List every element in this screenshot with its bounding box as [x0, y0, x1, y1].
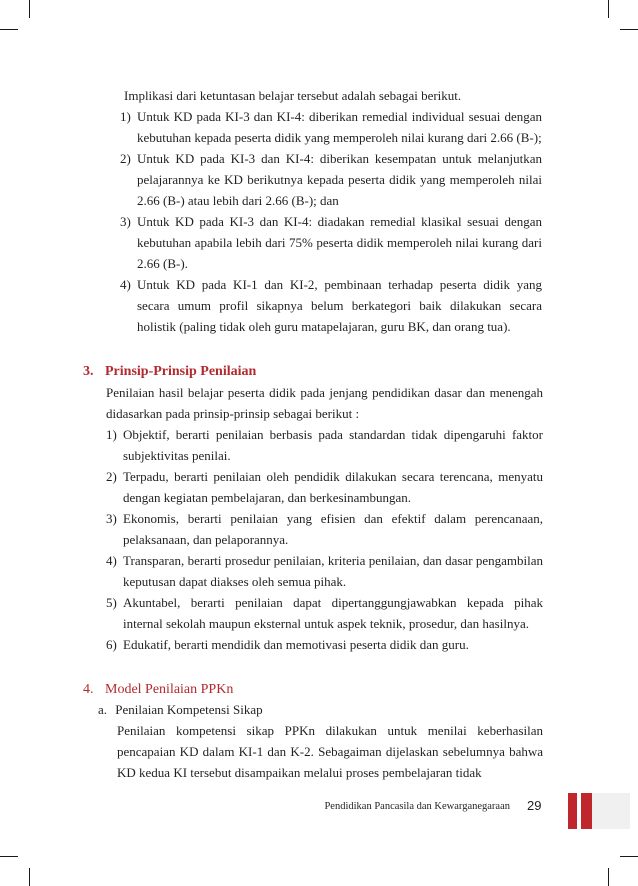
footer-accent-bar	[568, 793, 577, 829]
crop-mark	[29, 0, 30, 18]
page-number: 29	[527, 798, 542, 813]
list-item: 3) Ekonomis, berarti penilaian yang efisien dan efektif dalam perencanaan, pelaksanaan, dan pelaporannya.	[106, 511, 543, 547]
list-item: 3) Untuk KD pada KI-3 dan KI-4: diadakan remedial klasikal sesuai dengan kebutuhan apabila lebih dari 75% peserta didik memperoleh nilai kurang dari 2.66 (B-).	[120, 214, 542, 271]
section-number: 3.	[83, 364, 94, 379]
section-heading	[83, 361, 543, 382]
crop-mark	[620, 29, 638, 30]
section3-body	[106, 382, 543, 655]
footer-accent-bar	[581, 793, 592, 829]
subsection-body	[117, 720, 543, 783]
crop-mark	[0, 856, 18, 857]
footer-band	[592, 793, 630, 829]
implications-intro: Implikasi dari ketuntasan belajar tersebut adalah sebagai berikut.	[124, 88, 462, 103]
footer-book-title: Pendidikan Pancasila dan Kewarganegaraan	[324, 801, 510, 812]
section3-intro: Penilaian hasil belajar peserta didik pada jenjang pendidikan dasar dan menengah didasarkan pada prinsip-prinsip sebagai berikut :	[106, 385, 543, 421]
crop-mark	[29, 868, 30, 886]
crop-mark	[620, 856, 638, 857]
list-item: 1) Untuk KD pada KI-3 dan KI-4: diberikan remedial individual sesuai dengan kebutuhan kepada peserta didik yang memperoleh nilai kurang dari 2.66 (B-);	[120, 109, 542, 145]
list-item: 1) Objektif, berarti penilaian berbasis pada standardan tidak dipengaruhi faktor subjektivitas penilai.	[106, 427, 543, 463]
list-item: 2) Untuk KD pada KI-3 dan KI-4: diberikan kesempatan untuk melanjutkan pelajarannya ke KD berikutnya kepada peserta didik yang memperoleh nilai 2.66 (B-) atau lebih dari 2.66 (B-); dan	[120, 151, 542, 208]
list-item: 4) Untuk KD pada KI-1 dan KI-2, pembinaan terhadap peserta didik yang secara umum profil sikapnya belum berkategori baik dilakukan secara holistik (paling tidak oleh guru matapelajaran, guru BK, dan orang tua).	[120, 277, 542, 334]
list-item: 5) Akuntabel, berarti penilaian dapat dipertanggungjawabkan kepada pihak internal sekolah maupun eksternal untuk aspek teknik, prosedur, dan hasilnya.	[106, 595, 543, 631]
subsection-title: Penilaian Kompetensi Sikap	[115, 702, 263, 717]
section-title: Prinsip-Prinsip Penilaian	[105, 364, 257, 379]
crop-mark	[0, 29, 18, 30]
section-heading	[83, 679, 543, 700]
subsection-heading	[98, 699, 538, 720]
list-item: 4) Transparan, berarti prosedur penilaian, kriteria penilaian, dan dasar pengambilan keputusan dapat diakses oleh semua pihak.	[106, 553, 543, 589]
implications-block	[122, 85, 542, 106]
section-number: 4.	[83, 682, 94, 697]
crop-mark	[608, 0, 609, 18]
list-item: 2) Terpadu, berarti penilaian oleh pendidik dilakukan secara terencana, menyatu dengan kegiatan pembelajaran, dan berkesinambungan.	[106, 469, 543, 505]
section-title: Model Penilaian PPKn	[105, 682, 234, 697]
list-item: 6) Edukatif, berarti mendidik dan memotivasi peserta didik dan guru.	[106, 637, 469, 652]
crop-mark	[608, 868, 609, 886]
subsection-number: a.	[98, 702, 108, 717]
implications-list	[120, 106, 542, 337]
paragraph: Penilaian kompetensi sikap PPKn dilakukan untuk menilai keberhasilan pencapaian KD dalam KI-1 dan K-2. Sebagaiman dijelaskan sebelumnya bahwa KD kedua KI tersebut disampaikan melalui proses pembelajaran tidak	[117, 723, 543, 780]
